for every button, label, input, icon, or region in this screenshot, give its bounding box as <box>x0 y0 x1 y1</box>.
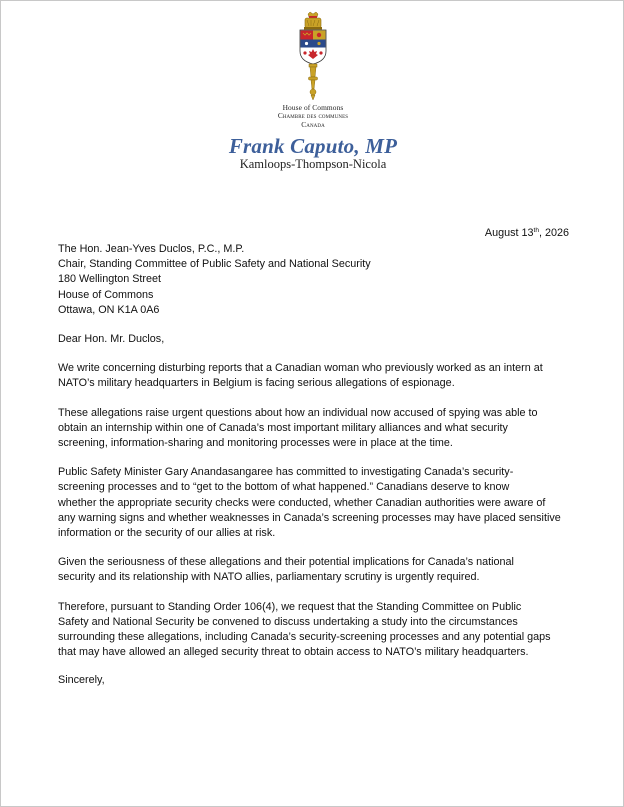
paragraph-line: screening, information-sharing and monitoring processes were in place at the time. <box>58 437 453 450</box>
recipient-line: The Hon. Jean-Yves Duclos, P.C., M.P. <box>58 243 245 255</box>
paragraph-2 <box>58 406 578 452</box>
recipient-line: House of Commons <box>58 288 154 301</box>
date-year: , 2026 <box>538 227 569 239</box>
paragraph-4 <box>58 555 578 585</box>
recipient-line: Chair, Standing Committee of Public Safety and National Security <box>58 258 371 271</box>
paragraph-line: Public Safety Minister Gary Anandasangaree has committed to investigating Canada’s security- <box>58 466 514 479</box>
chambre-des-communes-label: Chambre des communes <box>277 111 349 121</box>
date-ordinal-suffix: th <box>533 227 539 234</box>
mp-name: Frank Caputo, MP <box>228 134 398 159</box>
recipient-line: Ottawa, ON K1A 0A6 <box>58 303 160 316</box>
paragraph-line: security and its relationship with NATO allies, parliamentary scrutiny is urgently required. <box>58 571 480 584</box>
paragraph-line: information or the security of our allies at risk. <box>58 527 276 540</box>
riding-name: Kamloops-Thompson-Nicola <box>239 157 387 172</box>
closing: Sincerely, <box>58 674 105 687</box>
house-of-commons-crest-icon <box>295 11 331 101</box>
paragraph-line: that may have allowed an alleged security threat to obtain access to NATO’s military headquarters. <box>58 646 529 659</box>
paragraph-line: We write concerning disturbing reports that a Canadian woman who previously worked as an intern at <box>58 362 543 375</box>
recipient-address <box>58 242 578 318</box>
paragraph-3 <box>58 465 578 541</box>
paragraph-line: Given the seriousness of these allegations and their potential implications for Canada’s national <box>58 556 514 569</box>
paragraph-line: obtain an internship within one of Canada’s most important military alliances and what security <box>58 421 508 434</box>
salutation: Dear Hon. Mr. Duclos, <box>58 333 165 346</box>
house-of-commons-label: House of Commons <box>282 103 344 112</box>
date-month-day: August 13 <box>484 227 534 239</box>
recipient-line: 180 Wellington Street <box>58 273 162 286</box>
paragraph-line: Therefore, pursuant to Standing Order 106(4), we request that the Standing Committee on Public <box>58 600 522 613</box>
paragraph-line: NATO’s military headquarters in Belgium is facing serious allegations of espionage. <box>58 377 455 390</box>
canada-label: Canada <box>301 119 325 129</box>
paragraph-line: Safety and National Security be convened to discuss undertaking a study into the circumstances <box>58 615 518 628</box>
paragraph-line: screening processes and to “get to the bottom of what happened.” Canadians deserve to know <box>58 481 510 494</box>
paragraph-line: These allegations raise urgent questions about how an individual now accused of spying was able to <box>58 406 538 419</box>
paragraph-line: whether the appropriate security checks were conducted, whether Canadian authorities were aware of <box>58 496 546 509</box>
paragraph-5 <box>58 600 578 661</box>
paragraph-line: surrounding these allegations, including Canada’s security-screening processes and any potential gaps <box>58 631 551 644</box>
letter-date <box>485 227 569 239</box>
letterhead <box>1 11 624 172</box>
letter-body <box>58 242 578 689</box>
paragraph-line: any warning signs and whether weaknesses in Canada’s screening processes may have placed sensitive <box>58 511 561 524</box>
paragraph-1 <box>58 361 578 391</box>
